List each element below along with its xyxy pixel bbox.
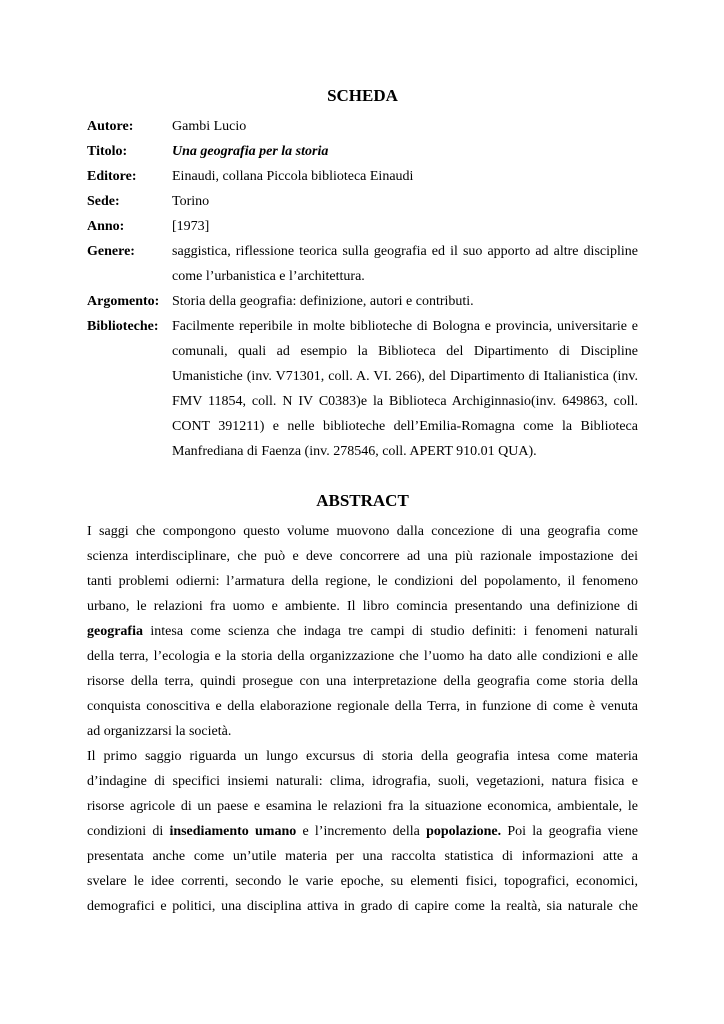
- field-autore: [87, 114, 638, 139]
- text-line: [87, 819, 638, 844]
- keyword-popolazione: popolazione.: [426, 824, 502, 839]
- field-label: Titolo:: [87, 144, 128, 159]
- field-biblioteche: [87, 314, 638, 464]
- field-value: Storia della geografia: definizione, autori e contributi.: [172, 294, 474, 309]
- field-value: Facilmente reperibile in molte biblioteche di Bologna e provincia, universitarie e comunali, quali ad esempio la Biblioteca del Dipartimento di Discipline Umanistiche (inv. V71301, coll. A. VI. 266), del Dipartimento di Italianistica (inv. FMV 11854, coll. N IV C0383)e la Biblioteca Archiginnasio(inv. 649863, coll. CONT 391211) e nelle biblioteche dell’Emilia-Romagna come la Biblioteca Manfrediana di Faenza (inv. 278546, coll. APERT 910.01 QUA).: [172, 319, 638, 459]
- field-value: [1973]: [172, 219, 210, 234]
- field-argomento: [87, 289, 638, 314]
- text-line: tanti problemi odierni: l’armatura della regione, le condizioni del popolamento, il fenomeno: [87, 574, 638, 589]
- text-line: Il primo saggio riguarda un lungo excursus di storia della geografia intesa come materia: [87, 749, 638, 764]
- field-label: Editore:: [87, 169, 137, 184]
- field-value: Gambi Lucio: [172, 119, 247, 134]
- field-anno: [87, 214, 638, 239]
- keyword-insediamento: insediamento umano: [169, 824, 297, 839]
- scheda-fields: [87, 114, 638, 464]
- text-line: risorse della terra, quindi prosegue con una interpretazione della geografia come storia della: [87, 674, 638, 689]
- abstract-paragraph-2: [87, 744, 638, 919]
- text-line: scienza interdisciplinare, che può e deve concorrere ad una più razionale impostazione dei: [87, 549, 638, 564]
- text-line: presentata anche come un’utile materia per una raccolta statistica di informazioni atte a: [87, 849, 638, 864]
- field-label: Anno:: [87, 219, 125, 234]
- field-label: Sede:: [87, 194, 120, 209]
- field-label: Biblioteche:: [87, 319, 159, 334]
- field-value: saggistica, riflessione teorica sulla geografia ed il suo apporto ad altre discipline come l’urbanistica e l’architettura.: [172, 244, 638, 284]
- text-line: risorse agricole di un paese e esamina le relazioni fra la situazione economica, ambientale, le: [87, 799, 638, 814]
- field-titolo: [87, 139, 638, 164]
- scheda-heading: SCHEDA: [327, 86, 398, 105]
- text-line: demografici e politici, una disciplina attiva in grado di capire come la realtà, sia naturale che: [87, 899, 638, 914]
- field-genere: [87, 239, 638, 289]
- field-sede: [87, 189, 638, 214]
- keyword-geografia: geografia: [87, 624, 143, 639]
- text-line: svelare le idee correnti, secondo le varie epoche, su elementi fisici, topografici, economici,: [87, 874, 638, 889]
- field-value: Una geografia per la storia: [172, 144, 329, 159]
- text-fragment: condizioni di: [87, 824, 170, 839]
- text-line: della terra, l’ecologia e la storia della organizzazione che l’uomo ha dato alle condizioni e alle: [87, 649, 638, 664]
- abstract-paragraph-1: [87, 519, 638, 744]
- text-line: urbano, le relazioni fra uomo e ambiente. Il libro comincia presentando una definizione di: [87, 599, 638, 614]
- text-fragment: intesa come scienza che indaga tre campi di studio definiti: i fenomeni naturali: [142, 624, 638, 639]
- text-line: conquista conoscitiva e della elaborazione regionale della Terra, in funzione di come è venuta: [87, 699, 638, 714]
- text-line: I saggi che compongono questo volume muovono dalla concezione di una geografia come: [87, 524, 638, 539]
- field-value: Einaudi, collana Piccola biblioteca Einaudi: [172, 169, 414, 184]
- field-label: Argomento:: [87, 294, 160, 309]
- text-fragment: Poi la geografia viene: [501, 824, 638, 839]
- field-label: Genere:: [87, 244, 135, 259]
- text-line: d’indagine di specifici insiemi naturali: clima, idrografia, suoli, vegetazioni, natura fisica e: [87, 774, 638, 789]
- abstract-heading: ABSTRACT: [316, 491, 409, 510]
- field-value: Torino: [172, 194, 210, 209]
- text-fragment: e l’incremento della: [296, 824, 427, 839]
- text-line: [87, 619, 638, 644]
- text-line: ad organizzarsi la società.: [87, 724, 232, 739]
- field-editore: [87, 164, 638, 189]
- abstract-body: [87, 519, 638, 919]
- field-label: Autore:: [87, 119, 134, 134]
